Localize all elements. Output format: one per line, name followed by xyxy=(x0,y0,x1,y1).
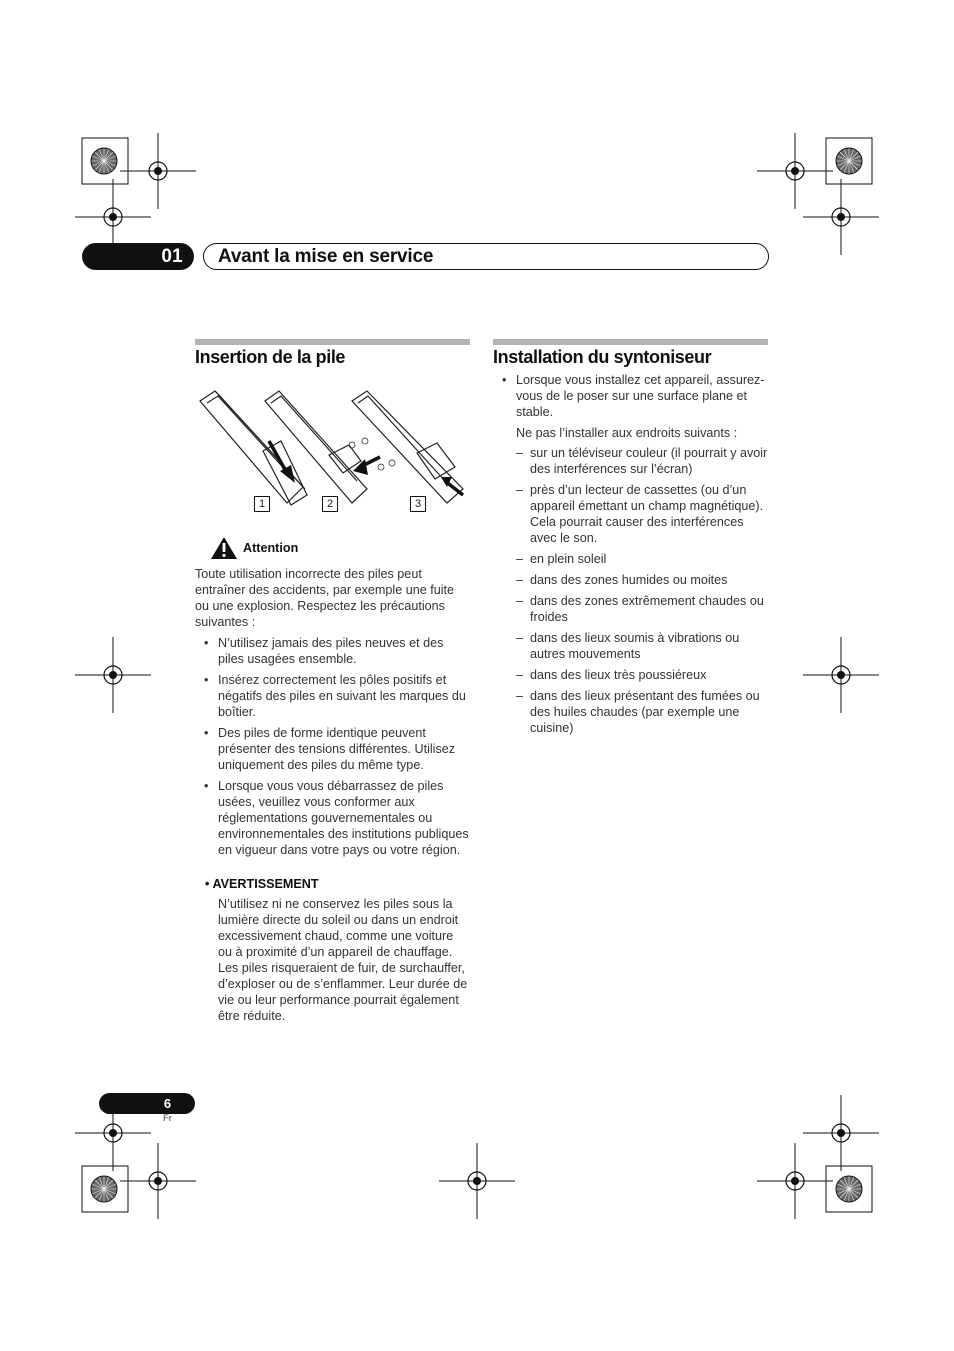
list-item: – dans des lieux soumis à vibrations ou autres mouvements xyxy=(516,630,768,662)
list-item: • Lorsque vous installez cet appareil, assurez-vous de le poser sur une surface plane et stable. xyxy=(493,372,769,420)
list-item: • N’utilisez jamais des piles neuves et des piles usagées ensemble. xyxy=(195,635,471,667)
warning-title-text: AVERTISSEMENT xyxy=(212,877,319,891)
list-item: • Insérez correctement les pôles positifs et négatifs des piles en suivant les marques du boîtier. xyxy=(195,672,471,720)
language-code: Fr xyxy=(163,1113,172,1124)
page-number: 6 xyxy=(163,1096,172,1111)
warning-triangle-icon xyxy=(210,536,238,560)
warning-title: • AVERTISSEMENT xyxy=(205,877,319,891)
step-label-3: 3 xyxy=(410,496,426,512)
list-item: – en plein soleil xyxy=(516,551,768,567)
installation-avoid-list xyxy=(516,445,768,741)
section-bar-right xyxy=(493,339,768,345)
list-item: – sur un téléviseur couleur (il pourrait y avoir des interférences sur l’écran) xyxy=(516,445,768,477)
list-item: • Lorsque vous vous débarrassez de piles usées, veuillez vous conformer aux réglementations gouvernementales ou environnementales des institutions publiques en vigueur dans votre pays ou votre région. xyxy=(195,778,471,858)
battery-intro-text: Toute utilisation incorrecte des piles peut entraîner des accidents, par exemple une fuite ou une explosion. Respectez les précautions suivantes : xyxy=(195,567,455,629)
warning-text: N’utilisez ni ne conservez les piles sous la lumière directe du soleil ou dans un endroit excessivement chaud, comme une voiture ou à proximité d’un appareil de chauffage. Les piles risqueraient de fuir, de surchauffer, d’exploser ou de s’enflammer. Leur durée de vie ou leur performance pourrait également être réduite. xyxy=(218,897,468,1023)
installation-bullet-list xyxy=(493,372,769,425)
section-title-installation: Installation du syntoniseur xyxy=(493,347,712,367)
list-item: – dans des lieux présentant des fumées ou des huiles chaudes (par exemple une cuisine) xyxy=(516,688,768,736)
list-item: – dans des zones extrêmement chaudes ou froides xyxy=(516,593,768,625)
chapter-number: 01 xyxy=(161,246,183,267)
list-item: – dans des zones humides ou moites xyxy=(516,572,768,588)
section-bar-left xyxy=(195,339,470,345)
list-item: – dans des lieux très poussiéreux xyxy=(516,667,768,683)
list-item: – près d’un lecteur de cassettes (ou d’un appareil émettant un champ magnétique). Cela pourrait causer des interférences avec le son. xyxy=(516,482,768,546)
installation-subintro: Ne pas l’installer aux endroits suivants : xyxy=(516,426,738,440)
list-item: • Des piles de forme identique peuvent présenter des tensions différentes. Utilisez uniquement des piles du même type. xyxy=(195,725,471,773)
battery-precautions-list xyxy=(195,635,471,863)
step-label-1: 1 xyxy=(254,496,270,512)
section-title-battery: Insertion de la pile xyxy=(195,347,346,367)
step-label-2: 2 xyxy=(322,496,338,512)
chapter-title: Avant la mise en service xyxy=(218,246,434,267)
attention-label: Attention xyxy=(243,541,299,555)
